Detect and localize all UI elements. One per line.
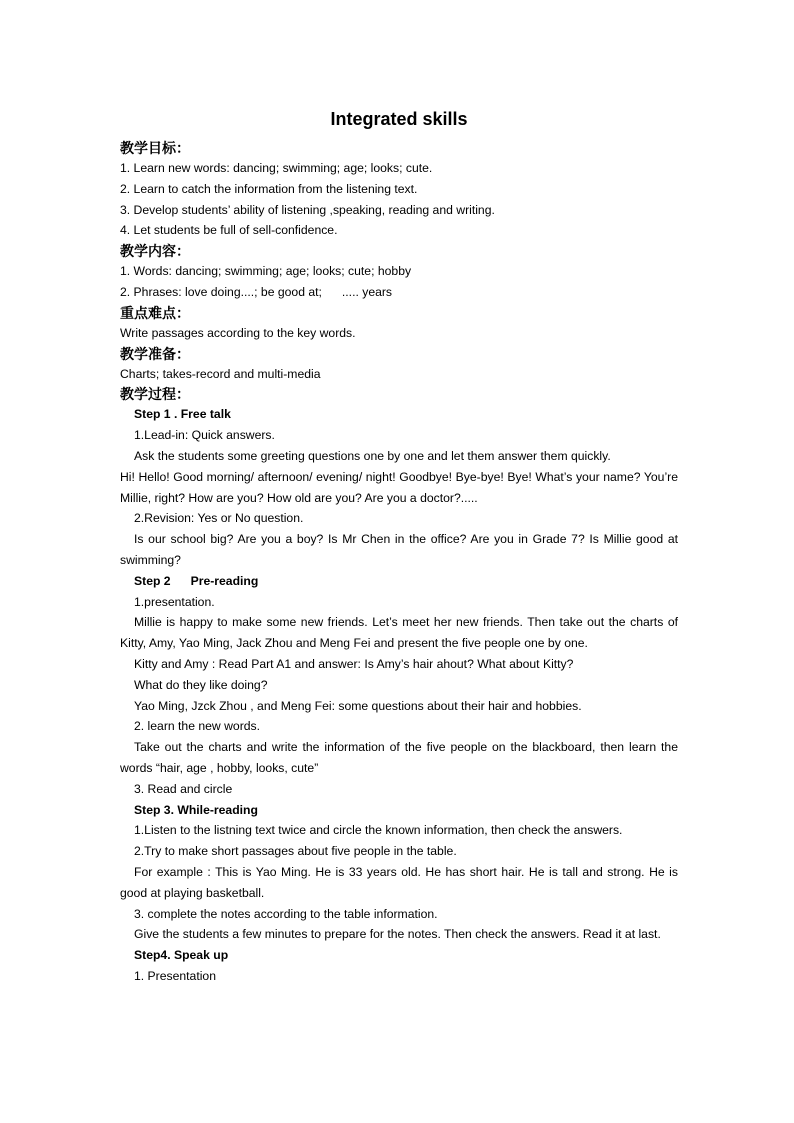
document-title: Integrated skills bbox=[330, 109, 468, 129]
process-heading: 教学过程： bbox=[120, 386, 190, 403]
step-3-title: Step 3. While-reading bbox=[134, 802, 258, 817]
key-points-heading: 重点难点： bbox=[120, 304, 190, 321]
step-2-line: 3. Read and circle bbox=[134, 781, 233, 796]
step-2-line: What do they like doing? bbox=[134, 677, 268, 692]
objectives-heading: 教学目标： bbox=[120, 140, 190, 156]
step-2-label: Step 2 bbox=[134, 573, 171, 588]
step-1-paragraph: Is our school big? Are you a boy? Is Mr Chen in the office? Are you in Grade 7? Is Millie good at swimming? bbox=[120, 532, 678, 567]
step-3-line: 3. complete the notes according to the table information. bbox=[134, 906, 438, 921]
content-phrases: 2. Phrases: love doing....; be good at; bbox=[120, 284, 322, 299]
step-3-line: 2.Try to make short passages about five people in the table. bbox=[134, 844, 457, 859]
step-1-title: Step 1 . Free talk bbox=[134, 407, 231, 422]
step-2-line: 2. learn the new words. bbox=[134, 719, 261, 734]
step-4-title: Step4. Speak up bbox=[134, 948, 229, 963]
objective-item: 3. Develop students’ ability of listening ,speaking, reading and writing. bbox=[120, 202, 495, 217]
step-1-line: 1.Lead-in: Quick answers. bbox=[134, 428, 275, 443]
step-2-line: 1.presentation. bbox=[134, 594, 215, 609]
step-3-line: 1.Listen to the listning text twice and circle the known information, then check the answers. bbox=[134, 823, 623, 838]
step-1-line: Ask the students some greeting questions one by one and let them answer them quickly. bbox=[134, 448, 611, 463]
step-2-paragraph: Take out the charts and write the information of the five people on the blackboard, then learn the words “hair, age , hobby, looks, cute” bbox=[120, 740, 678, 775]
step-2-title bbox=[120, 571, 678, 592]
content-item bbox=[120, 282, 678, 303]
step-4-line: 1. Presentation bbox=[134, 968, 216, 983]
content-years: ..... years bbox=[341, 284, 393, 299]
step-3-paragraph: Give the students a few minutes to prepare for the notes. Then check the answers. Read it at last. bbox=[134, 927, 661, 942]
objective-item: 1. Learn new words: dancing; swimming; age; looks; cute. bbox=[120, 161, 433, 175]
step-2-line: Yao Ming, Jzck Zhou , and Meng Fei: some questions about their hair and hobbies. bbox=[134, 698, 582, 713]
step-1-line: 2.Revision: Yes or No question. bbox=[134, 511, 304, 526]
step-2-name: Pre-reading bbox=[190, 573, 259, 588]
step-3-paragraph: For example : This is Yao Ming. He is 33 years old. He has short hair. He is tall and strong. He is good at playing basketball. bbox=[120, 864, 678, 900]
objective-item: 4. Let students be full of sell-confidence. bbox=[120, 223, 338, 238]
step-2-paragraph: Millie is happy to make some new friends. Let’s meet her new friends. Then take out the charts of Kitty, Amy, Yao Ming, Jack Zhou and Meng Fei and present the five people one by one. bbox=[120, 615, 678, 651]
step-1-paragraph: Hi! Hello! Good morning/ afternoon/ evening/ night! Goodbye! Bye-bye! Bye! What’s your name? You’re Millie, right? How are you? How old are you? Are you a doctor?..... bbox=[120, 469, 678, 505]
step-2-line: Kitty and Amy : Read Part A1 and answer: Is Amy’s hair ahout? What about Kitty? bbox=[134, 656, 574, 671]
lesson-plan-body bbox=[120, 106, 678, 987]
content-item: 1. Words: dancing; swimming; age; looks; cute; hobby bbox=[120, 264, 412, 279]
preparation-text: Charts; takes-record and multi-media bbox=[120, 366, 321, 381]
objective-item: 2. Learn to catch the information from the listening text. bbox=[120, 181, 418, 196]
key-points-text: Write passages according to the key words. bbox=[120, 325, 356, 340]
preparation-heading: 教学准备： bbox=[120, 345, 190, 362]
content-heading: 教学内容： bbox=[120, 243, 190, 260]
